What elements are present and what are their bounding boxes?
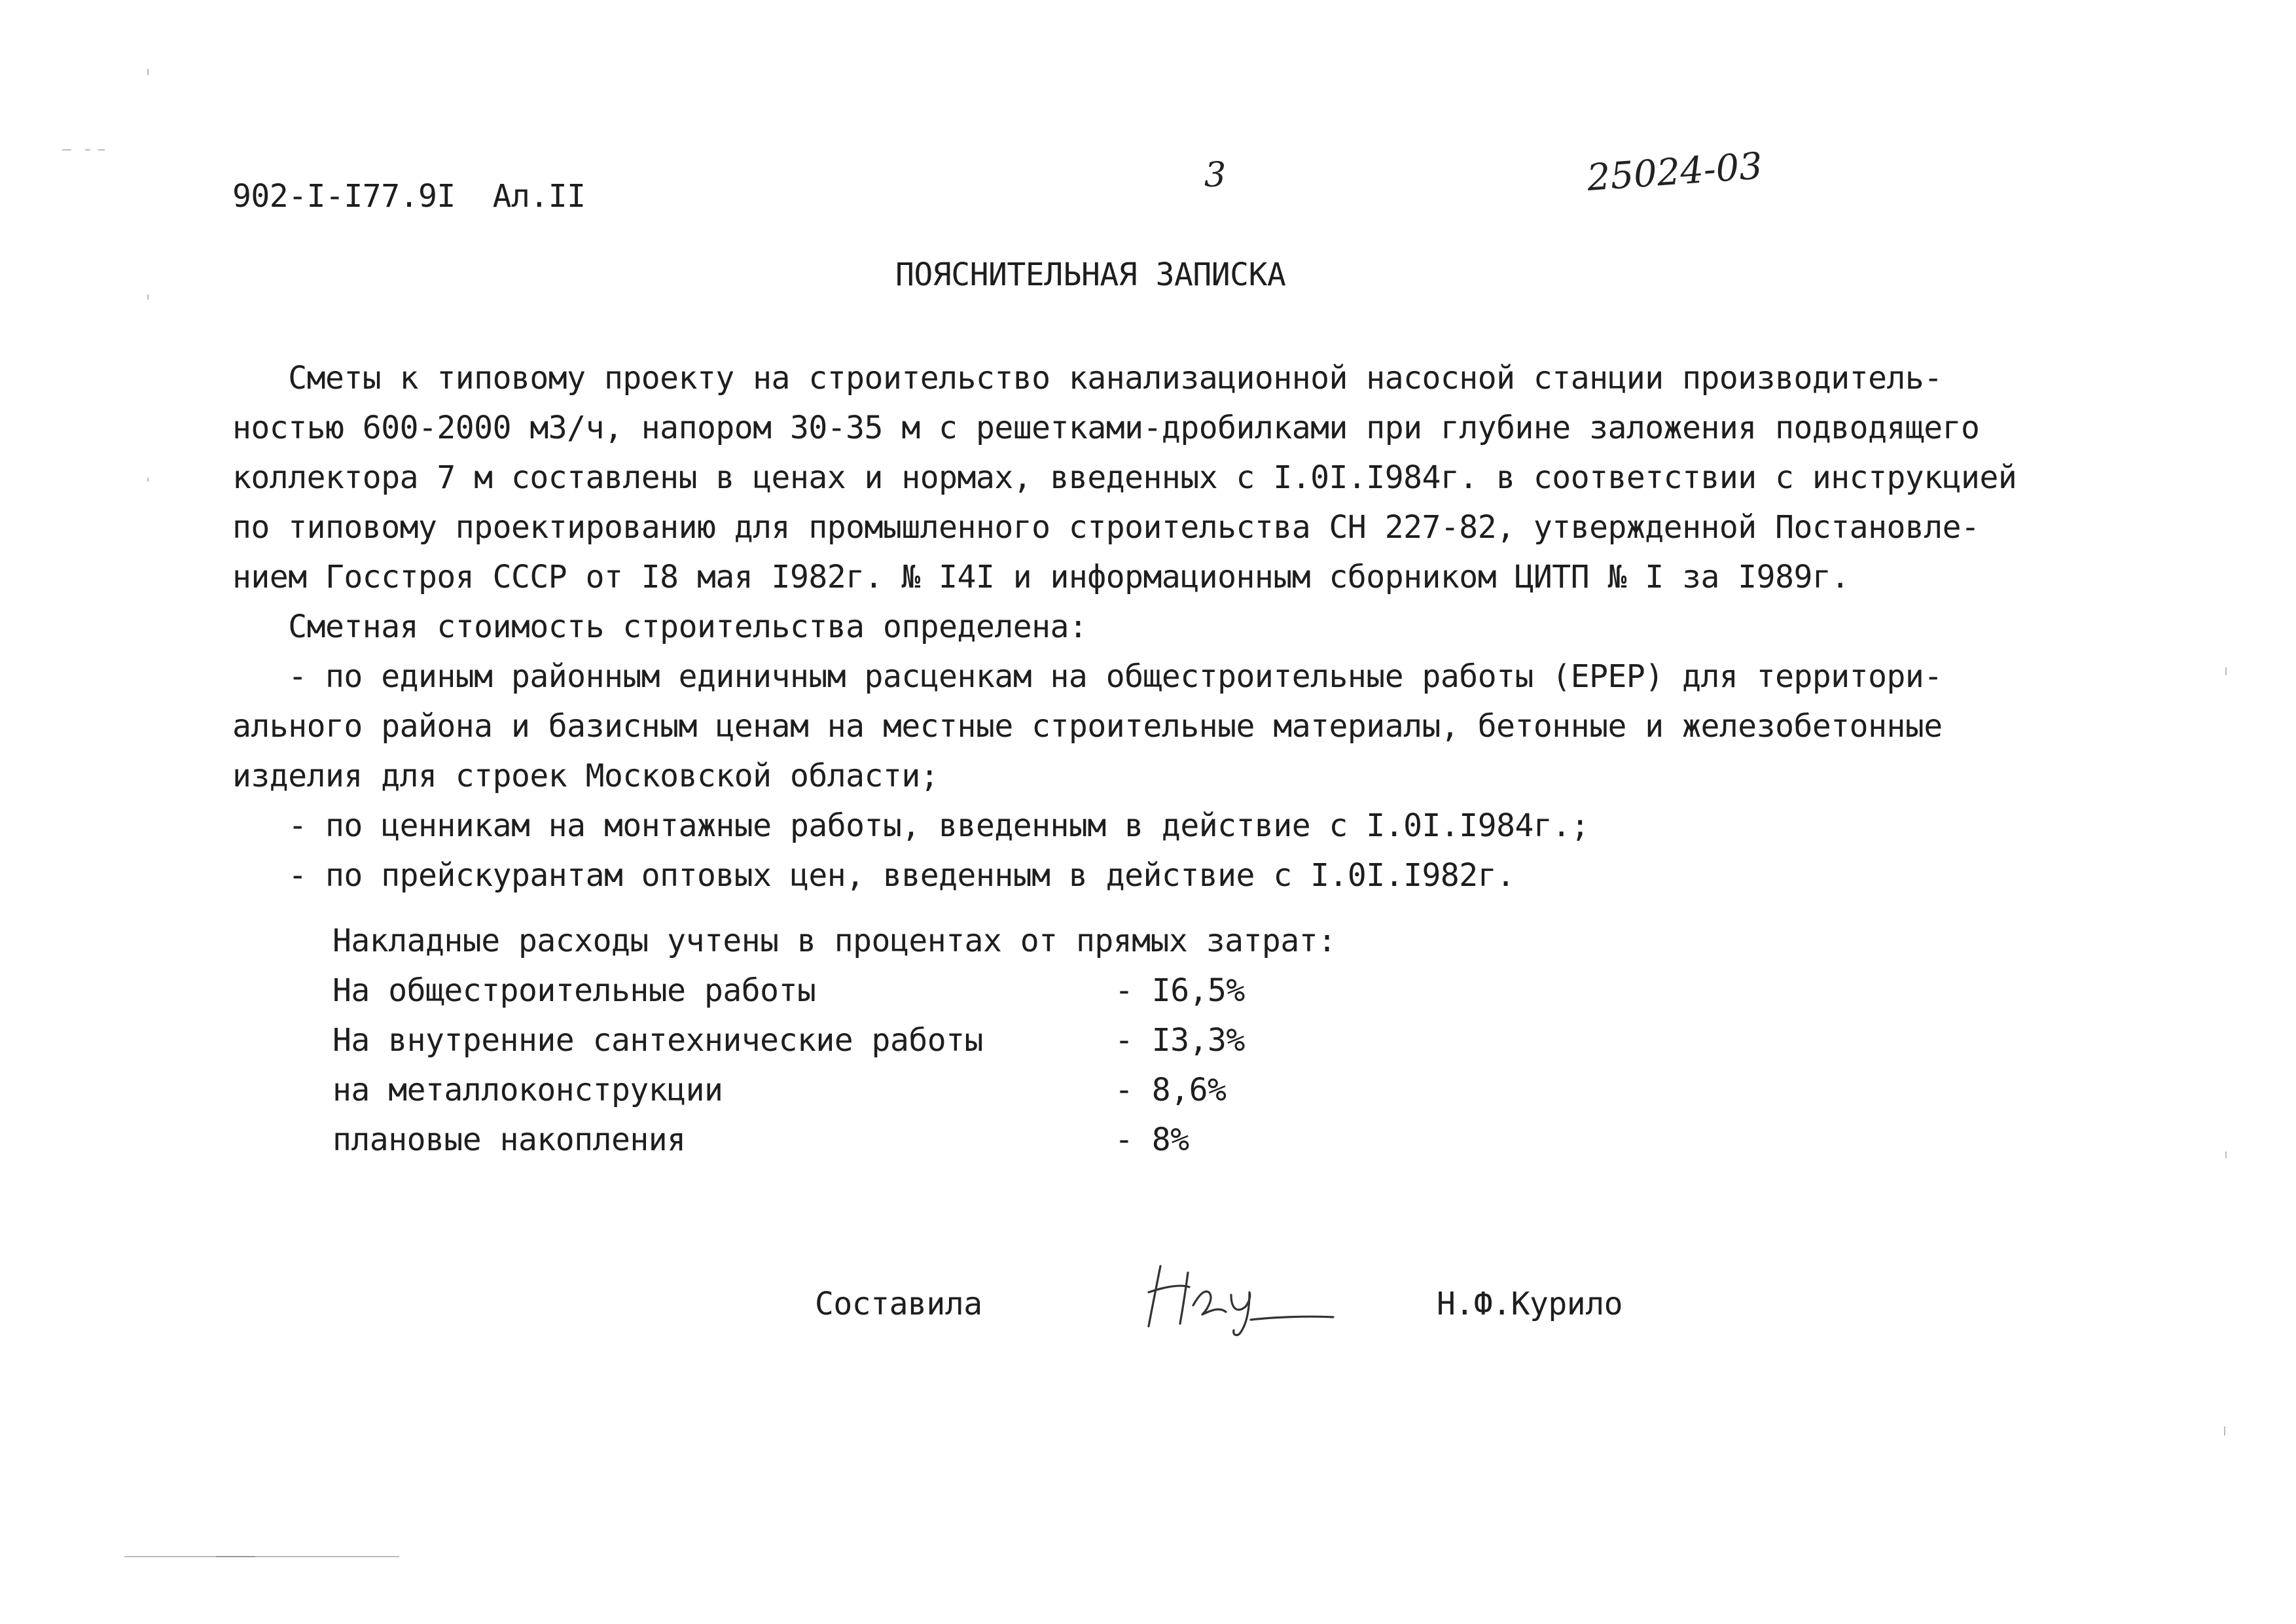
overhead-value: - I3,3% xyxy=(1115,1022,1245,1059)
overhead-label: На внутренние сантехнические работы xyxy=(332,1022,983,1059)
handwritten-signature xyxy=(1142,1246,1338,1338)
paragraph-line: нием Госстроя СССР от I8 мая I982г. № I4I и информационным сборником ЦИТП № I за I989г. xyxy=(232,559,1850,595)
bullet-line: - по единым районным единичным расценкам на общестроительные работы (ЕРЕР) для территори- xyxy=(232,658,1943,695)
paragraph-line: по типовому проектированию для промышленного строительства СН 227-82, утвержденной Постановле- xyxy=(232,509,1980,546)
overhead-value: - 8% xyxy=(1115,1121,1189,1158)
bullet-line: - по прейскурантам оптовых цен, введенным в действие с I.0I.I982г. xyxy=(232,857,1515,894)
overhead-intro: Накладные расходы учтены в процентах от прямых затрат: xyxy=(332,923,1336,959)
overhead-value: - 8,6% xyxy=(1115,1072,1227,1108)
paragraph-line: Сметы к типовому проекту на строительство канализационной насосной станции производитель- xyxy=(232,360,1943,397)
bullet-line: - по ценникам на монтажные работы, введенным в действие с I.0I.I984г.; xyxy=(232,807,1590,844)
paragraph-line: Сметная стоимость строительства определена: xyxy=(232,609,1088,645)
compiled-by-label: Составила xyxy=(815,1286,982,1322)
paragraph-line: ностью 600-2000 м3/ч, напором 30-35 м с решетками-дробилками при глубине заложения подводящего xyxy=(232,410,1980,446)
page-title: ПОЯСНИТЕЛЬНАЯ ЗАПИСКА xyxy=(895,256,1286,293)
bullet-line: изделия для строек Московской области; xyxy=(232,758,939,794)
paragraph-line: коллектора 7 м составлены в ценах и нормах, введенных с I.0I.I984г. в соответствии с инструкцией xyxy=(232,459,2017,496)
page-number: 3 xyxy=(1204,156,1227,195)
handwritten-archive-number: 25024-03 xyxy=(1585,145,1764,200)
document-code: 902-I-I77.9I Ал.II xyxy=(232,178,586,215)
overhead-label: На общестроительные работы xyxy=(332,972,816,1009)
overhead-label: плановые накопления xyxy=(332,1121,686,1158)
compiler-name: Н.Ф.Курило xyxy=(1437,1286,1623,1322)
overhead-value: - I6,5% xyxy=(1115,972,1245,1009)
overhead-label: на металлоконструкции xyxy=(332,1072,723,1108)
explanatory-text xyxy=(232,353,2183,1000)
bullet-line: ального района и базисным ценам на местные строительные материалы, бетонные и железобетонные xyxy=(232,708,1943,745)
